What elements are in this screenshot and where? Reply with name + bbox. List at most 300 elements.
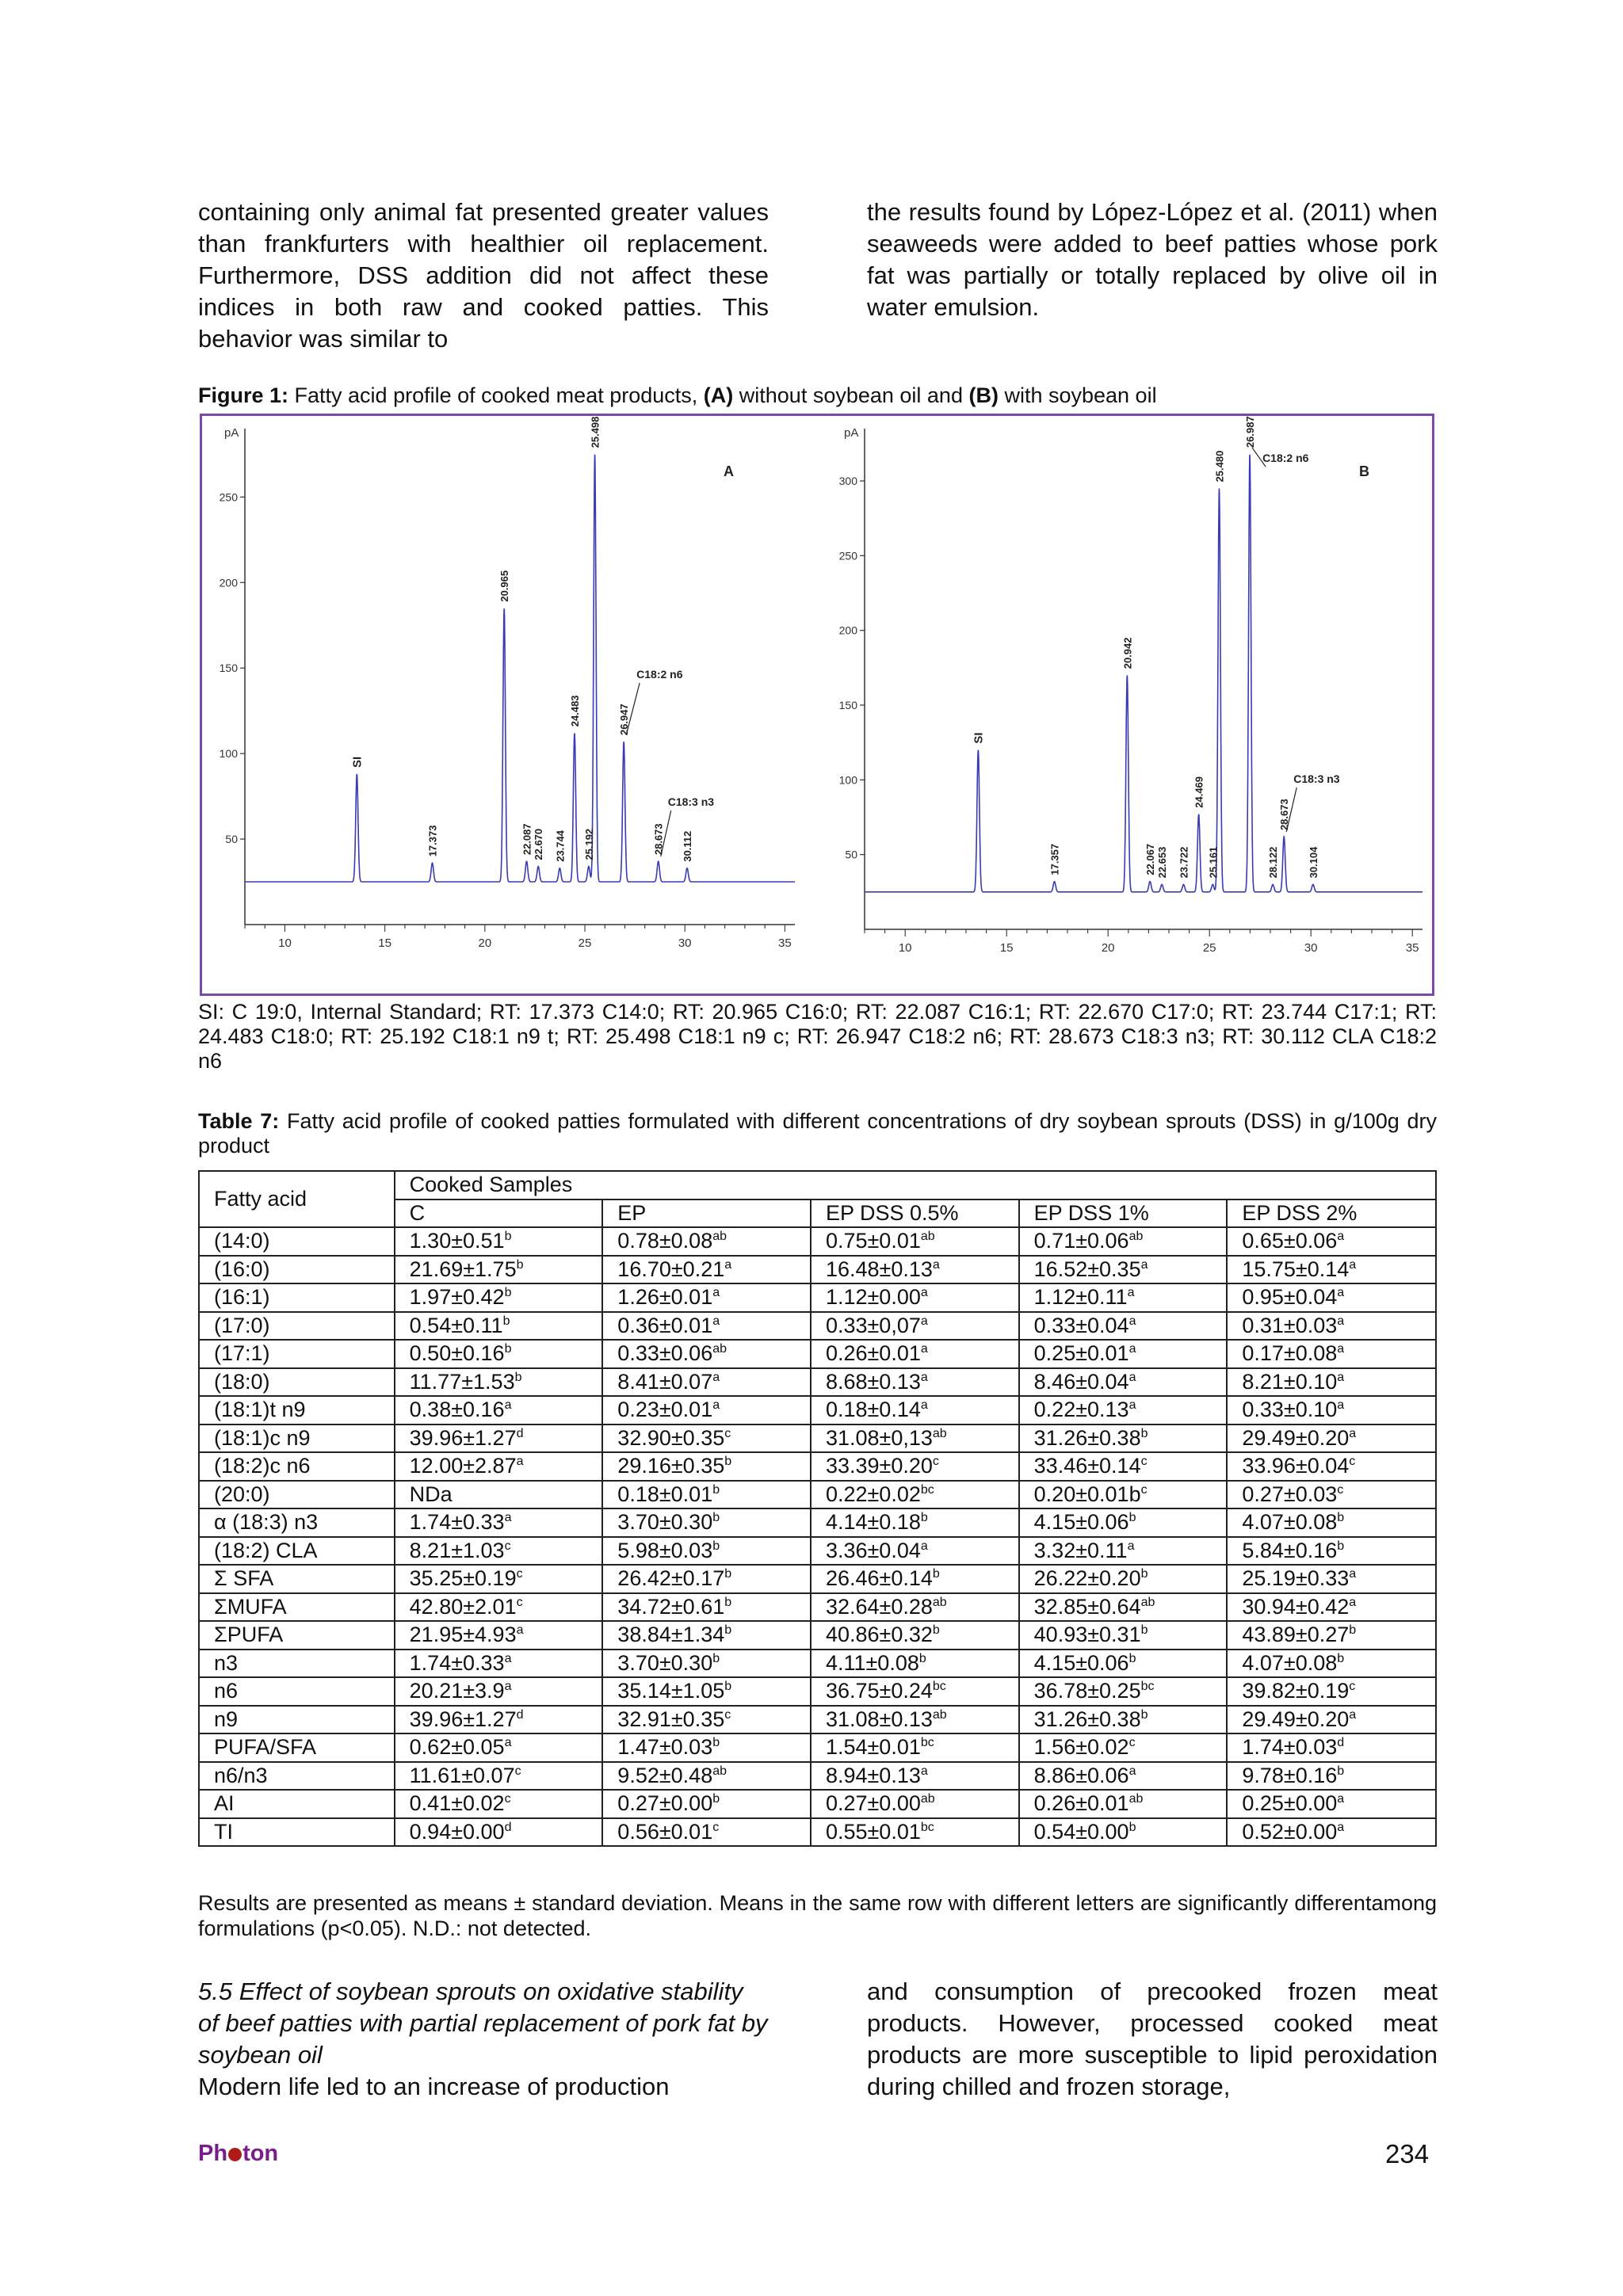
x-tick-label: 10 (898, 941, 912, 955)
table-row (199, 1368, 1436, 1397)
cell-value: 8.21±1.03 (409, 1538, 505, 1562)
column-header: EP DSS 1% (1019, 1199, 1228, 1228)
cell-value: 0.52±0.00 (1242, 1819, 1338, 1844)
cell-value: 26.22±0.20 (1033, 1566, 1141, 1591)
significance-letter: a (1127, 1539, 1135, 1553)
table-cell (395, 1340, 603, 1368)
cell-value: 8.21±0.10 (1242, 1369, 1338, 1394)
row-label: (18:2)c n6 (199, 1452, 395, 1481)
caption-text: Fatty acid profile of cooked meat products, (288, 383, 704, 407)
significance-letter: a (1337, 1286, 1345, 1300)
peak-label: 28.122 (1267, 846, 1280, 879)
table-cell (1019, 1593, 1228, 1622)
cell-value: 0.62±0.05 (409, 1735, 505, 1760)
table-cell (395, 1706, 603, 1734)
row-label: (14:0) (199, 1227, 395, 1256)
peak-label: 24.483 (568, 695, 581, 727)
x-tick-label: 25 (1202, 941, 1216, 955)
table-row (199, 1508, 1436, 1537)
significance-letter: b (712, 1539, 720, 1553)
body-text-left-bottom (198, 1976, 769, 2103)
table-row (199, 1283, 1436, 1312)
row-label: (18:0) (199, 1368, 395, 1397)
cell-value: 8.94±0.13 (825, 1763, 921, 1787)
paragraph: the results found by López-López et al. (2011) when seaweeds were added to beef patties whose pork fat was partially or totally replaced by olive oil in water emulsion. (867, 198, 1438, 321)
y-axis-label: pA (844, 426, 859, 440)
peak-label: 20.965 (498, 570, 511, 602)
significance-letter: ab (712, 1342, 727, 1356)
y-tick-label: 200 (838, 624, 857, 637)
row-label: (20:0) (199, 1481, 395, 1509)
significance-letter: b (504, 1230, 512, 1244)
cell-value: 0.75±0.01 (825, 1229, 921, 1253)
fatty-acid-table (198, 1170, 1437, 1847)
significance-letter: a (1140, 1257, 1148, 1272)
table-cell (602, 1818, 811, 1847)
table-cell (811, 1368, 1019, 1397)
cell-value: 29.49±0.20 (1242, 1425, 1350, 1450)
significance-letter: b (1337, 1539, 1345, 1553)
table-cell (1227, 1677, 1436, 1706)
cell-value: 30.94±0.42 (1242, 1594, 1350, 1619)
table-cell (1019, 1452, 1228, 1481)
table-cell (1019, 1621, 1228, 1650)
table-cell (811, 1621, 1019, 1650)
peak-annotation: C18:3 n3 (667, 795, 715, 809)
table-cell (811, 1312, 1019, 1341)
table-cell (602, 1621, 811, 1650)
significance-letter: bc (920, 1736, 934, 1750)
table-cell (1019, 1481, 1228, 1509)
table-cell (811, 1565, 1019, 1593)
paragraph: and consumption of precooked frozen meat products. However, processed cooked meat products are more susceptible to lipid peroxidation during chilled and frozen storage, (867, 1978, 1438, 2100)
table-cell (1227, 1537, 1436, 1566)
cell-value: 32.90±0.35 (617, 1425, 725, 1450)
peak-annotation: C18:2 n6 (1262, 452, 1309, 465)
cell-value: 4.07±0.08 (1242, 1650, 1338, 1675)
logo-text: ton (242, 2141, 279, 2166)
cell-value: 40.86±0.32 (825, 1623, 933, 1647)
table-cell (1019, 1790, 1228, 1818)
significance-letter: a (504, 1680, 512, 1694)
significance-letter: a (724, 1257, 732, 1272)
cell-value: 40.93±0.31 (1033, 1623, 1141, 1647)
table-cell (811, 1396, 1019, 1425)
column-header: EP DSS 0.5% (811, 1199, 1019, 1228)
table-row (199, 1565, 1436, 1593)
page-number: 234 (1385, 2139, 1430, 2168)
cell-value: 0.54±0.00 (1033, 1819, 1129, 1844)
cell-value: 0.18±0.01 (617, 1482, 713, 1506)
row-label: (16:1) (199, 1283, 395, 1312)
cell-value: 0.78±0.08 (617, 1229, 713, 1253)
table-cell (395, 1481, 603, 1509)
table-cell (602, 1368, 811, 1397)
cell-value: 4.11±0.08 (825, 1650, 919, 1675)
table-cell (602, 1340, 811, 1368)
table-cell (395, 1818, 603, 1847)
significance-letter: bc (932, 1680, 946, 1694)
significance-letter: a (1349, 1707, 1357, 1722)
cell-value: 0.54±0.11 (409, 1313, 503, 1337)
table-cell (1227, 1508, 1436, 1537)
table-row (199, 1621, 1436, 1650)
group-header: Cooked Samples (395, 1171, 1436, 1199)
cell-value: 16.70±0.21 (617, 1257, 725, 1281)
significance-letter: c (712, 1820, 720, 1834)
body-text-left-top (198, 196, 769, 355)
table-cell (811, 1733, 1019, 1762)
significance-letter: c (516, 1595, 523, 1609)
peak-label: 25.192 (582, 828, 595, 860)
table-cell (811, 1818, 1019, 1847)
cell-value: 0.20±0.01b (1033, 1482, 1141, 1506)
cell-value: 3.70±0.30 (617, 1650, 713, 1675)
cell-value: 21.69±1.75 (409, 1257, 517, 1281)
body-text-right-top (867, 196, 1438, 323)
cell-value: 0.33±0.04 (1033, 1313, 1129, 1337)
table-cell (811, 1227, 1019, 1256)
x-tick-label: 25 (578, 936, 592, 950)
panel-letter: A (724, 463, 734, 479)
cell-value: 0.94±0.00 (409, 1819, 505, 1844)
cell-value: 9.78±0.16 (1242, 1763, 1338, 1787)
figure-label: Figure 1: (198, 383, 289, 407)
table-cell (1227, 1593, 1436, 1622)
significance-letter: b (920, 1511, 928, 1525)
cell-value: 43.89±0.27 (1242, 1623, 1350, 1647)
cell-value: 31.08±0,13 (825, 1425, 933, 1450)
significance-letter: b (1128, 1651, 1136, 1665)
publisher-logo (198, 2141, 278, 2167)
significance-letter: a (1337, 1230, 1345, 1244)
table-cell (602, 1733, 811, 1762)
significance-letter: a (712, 1314, 720, 1328)
cell-value: 31.26±0.38 (1033, 1425, 1141, 1450)
cell-value: 0.25±0.01 (1033, 1341, 1129, 1366)
cell-value: 0.22±0.13 (1033, 1398, 1129, 1422)
table-cell (602, 1537, 811, 1566)
significance-letter: b (724, 1623, 732, 1638)
table-cell (811, 1677, 1019, 1706)
table-cell (1019, 1312, 1228, 1341)
cell-value: 34.72±0.61 (617, 1594, 725, 1619)
significance-letter: ab (1128, 1230, 1144, 1244)
table-cell (811, 1706, 1019, 1734)
significance-letter: a (1349, 1257, 1357, 1272)
peak-label: 26.987 (1244, 416, 1257, 448)
table-cell (1227, 1790, 1436, 1818)
cell-value: 0.31±0.03 (1242, 1313, 1338, 1337)
cell-value: 1.47±0.03 (617, 1735, 713, 1760)
cell-value: 1.54±0.01 (825, 1735, 921, 1760)
cell-value: 21.95±4.93 (409, 1623, 517, 1647)
row-label: ΣMUFA (199, 1593, 395, 1622)
table-cell (811, 1452, 1019, 1481)
significance-letter: c (1349, 1455, 1356, 1469)
table-cell (602, 1425, 811, 1453)
row-label: ΣPUFA (199, 1621, 395, 1650)
table-cell (1227, 1762, 1436, 1791)
significance-letter: c (932, 1455, 939, 1469)
peak-label: 22.087 (521, 823, 533, 856)
significance-letter: b (502, 1314, 510, 1328)
cell-value: 26.46±0.14 (825, 1566, 933, 1591)
peak-annotation: C18:3 n3 (1293, 772, 1340, 786)
table-cell (1227, 1340, 1436, 1368)
cell-value: 0.95±0.04 (1242, 1285, 1338, 1310)
cell-value: 1.30±0.51 (409, 1229, 505, 1253)
table-cell (1227, 1312, 1436, 1341)
table-cell (1019, 1368, 1228, 1397)
cell-value: 0.26±0.01 (1033, 1791, 1129, 1816)
significance-letter: c (514, 1764, 521, 1778)
cell-value: 12.00±2.87 (409, 1454, 517, 1478)
x-tick-label: 20 (1101, 941, 1115, 955)
cell-value: 0.36±0.01 (617, 1313, 713, 1337)
significance-letter: b (724, 1595, 732, 1609)
table-cell (602, 1452, 811, 1481)
significance-letter: a (1337, 1370, 1345, 1384)
table-cell (1019, 1733, 1228, 1762)
peak-annotation: C18:2 n6 (636, 668, 683, 681)
cell-value: 32.64±0.28 (825, 1594, 933, 1619)
figure-frame (200, 414, 1434, 996)
cell-value: 0.23±0.01 (617, 1398, 713, 1422)
significance-letter: c (1349, 1680, 1356, 1694)
table-cell (811, 1650, 1019, 1678)
table-cell (395, 1256, 603, 1284)
significance-letter: b (932, 1567, 940, 1581)
significance-letter: a (1128, 1398, 1136, 1413)
y-axis-label: pA (224, 426, 239, 440)
table-cell (1227, 1706, 1436, 1734)
cell-value: 0.27±0.03 (1242, 1482, 1338, 1506)
cell-value: 32.85±0.64 (1033, 1594, 1141, 1619)
significance-letter: b (1140, 1623, 1148, 1638)
cell-value: 8.46±0.04 (1033, 1369, 1129, 1394)
table-cell (1019, 1706, 1228, 1734)
logo-text: Ph (198, 2141, 228, 2166)
table-cell (1019, 1818, 1228, 1847)
table-row (199, 1677, 1436, 1706)
cell-value: 42.80±2.01 (409, 1594, 517, 1619)
significance-letter: b (1140, 1426, 1148, 1440)
cell-value: 4.07±0.08 (1242, 1510, 1338, 1535)
y-tick-label: 50 (225, 833, 238, 846)
table-cell (395, 1677, 603, 1706)
y-tick-label: 250 (838, 549, 857, 563)
row-label: n6 (199, 1677, 395, 1706)
table-cell (811, 1593, 1019, 1622)
significance-letter: c (504, 1539, 511, 1553)
significance-letter: a (920, 1342, 928, 1356)
column-header: EP (602, 1199, 811, 1228)
table-row (199, 1396, 1436, 1425)
y-tick-label: 150 (219, 662, 238, 675)
table-cell (395, 1283, 603, 1312)
significance-letter: ab (932, 1595, 947, 1609)
table-cell (602, 1283, 811, 1312)
significance-letter: c (1337, 1482, 1344, 1497)
cell-value: 0.41±0.02 (409, 1791, 505, 1816)
table-cell (395, 1593, 603, 1622)
cell-value: 0.27±0.00 (617, 1791, 713, 1816)
significance-letter: b (514, 1370, 522, 1384)
significance-letter: b (504, 1342, 512, 1356)
significance-letter: d (516, 1707, 524, 1722)
table-row (199, 1790, 1436, 1818)
peak-label: 22.067 (1144, 843, 1157, 875)
significance-letter: b (1337, 1764, 1345, 1778)
cell-value: 11.77±1.53 (409, 1369, 515, 1394)
significance-letter: b (516, 1257, 524, 1272)
significance-letter: a (504, 1651, 512, 1665)
cell-value: 31.26±0.38 (1033, 1707, 1141, 1731)
cell-value: 4.15±0.06 (1033, 1510, 1129, 1535)
peak-label: 26.947 (618, 704, 631, 736)
table-cell (395, 1733, 603, 1762)
table-header-row (199, 1171, 1436, 1199)
significance-letter: b (712, 1482, 720, 1497)
cell-value: 0.17±0.08 (1242, 1341, 1338, 1366)
cell-value: 0.56±0.01 (617, 1819, 713, 1844)
row-label: AI (199, 1790, 395, 1818)
table-cell (395, 1312, 603, 1341)
significance-letter: ab (920, 1230, 935, 1244)
cell-value: 0.33±0.06 (617, 1341, 713, 1366)
table-cell (1227, 1425, 1436, 1453)
significance-letter: b (504, 1286, 512, 1300)
table-cell (811, 1762, 1019, 1791)
cell-value: 1.12±0.00 (825, 1285, 921, 1310)
cell-value: 1.97±0.42 (409, 1285, 505, 1310)
significance-letter: a (920, 1286, 928, 1300)
significance-letter: c (516, 1567, 523, 1581)
table-cell (1227, 1650, 1436, 1678)
table-cell (1019, 1227, 1228, 1256)
significance-letter: b (1337, 1511, 1345, 1525)
column-header: EP DSS 2% (1227, 1199, 1436, 1228)
cell-value: 0.25±0.00 (1242, 1791, 1338, 1816)
cell-value: 36.75±0.24 (825, 1679, 933, 1703)
cell-value: 26.42±0.17 (617, 1566, 725, 1591)
significance-letter: a (1127, 1286, 1135, 1300)
cell-value: 35.14±1.05 (617, 1679, 725, 1703)
table-cell (602, 1650, 811, 1678)
table-cell (602, 1227, 811, 1256)
row-label: α (18:3) n3 (199, 1508, 395, 1537)
row-label: (18:1)t n9 (199, 1396, 395, 1425)
y-tick-label: 150 (838, 699, 857, 712)
significance-letter: a (1337, 1398, 1345, 1413)
cell-value: NDa (409, 1482, 453, 1506)
significance-letter: ab (932, 1707, 947, 1722)
table-cell (1019, 1565, 1228, 1593)
table-cell (602, 1396, 811, 1425)
significance-letter: bc (920, 1482, 934, 1497)
significance-letter: a (932, 1257, 940, 1272)
significance-letter: b (712, 1651, 720, 1665)
cell-value: 16.48±0.13 (825, 1257, 933, 1281)
significance-letter: b (932, 1623, 940, 1638)
row-label: n6/n3 (199, 1762, 395, 1791)
cell-value: 8.68±0.13 (825, 1369, 921, 1394)
significance-letter: a (1128, 1764, 1136, 1778)
chromatogram-a (202, 416, 820, 994)
cell-value: 0.38±0.16 (409, 1398, 505, 1422)
significance-letter: a (1349, 1595, 1357, 1609)
table-row (199, 1762, 1436, 1791)
y-tick-label: 50 (845, 848, 857, 861)
significance-letter: d (504, 1820, 512, 1834)
table-cell (395, 1508, 603, 1537)
section-heading: 5.5 Effect of soybean sprouts on oxidative stability of beef patties with partial replacement of pork fat by soybean oil (198, 1978, 768, 2069)
table-cell (602, 1593, 811, 1622)
peak-label: 23.722 (1178, 846, 1190, 879)
table-cell (1227, 1256, 1436, 1284)
significance-letter: b (1128, 1820, 1136, 1834)
table-cell (811, 1340, 1019, 1368)
peak-label: 22.670 (533, 828, 545, 860)
table-cell (1227, 1733, 1436, 1762)
cell-value: 1.74±0.33 (409, 1510, 505, 1535)
significance-letter: b (724, 1567, 732, 1581)
significance-letter: a (504, 1736, 512, 1750)
table-cell (1019, 1537, 1228, 1566)
cell-value: 11.61±0.07 (409, 1763, 515, 1787)
caption-text: Fatty acid profile of cooked patties formulated with different concentrations of dry soybean sprouts (DSS) in g/100g dry product (198, 1109, 1437, 1158)
cell-value: 1.12±0.11 (1033, 1285, 1128, 1310)
cell-value: 0.22±0.02 (825, 1482, 921, 1506)
table-cell (1227, 1621, 1436, 1650)
peak-label: 17.373 (426, 825, 439, 857)
significance-letter: b (918, 1651, 926, 1665)
significance-letter: bc (920, 1820, 934, 1834)
table-cell (1019, 1650, 1228, 1678)
table-cell (1227, 1565, 1436, 1593)
cell-value: 1.74±0.03 (1242, 1735, 1338, 1760)
cell-value: 0.65±0.06 (1242, 1229, 1338, 1253)
significance-letter: a (920, 1764, 928, 1778)
table-row (199, 1818, 1436, 1847)
table-cell (1019, 1508, 1228, 1537)
table-cell (602, 1677, 811, 1706)
significance-letter: ab (712, 1764, 727, 1778)
cell-value: 25.19±0.33 (1242, 1566, 1350, 1591)
x-tick-label: 30 (678, 936, 692, 950)
table-cell (1227, 1283, 1436, 1312)
significance-letter: a (516, 1455, 524, 1469)
significance-letter: a (504, 1511, 512, 1525)
table-row (199, 1312, 1436, 1341)
significance-letter: b (724, 1455, 732, 1469)
cell-value: 1.26±0.01 (617, 1285, 713, 1310)
significance-letter: a (516, 1623, 524, 1638)
table-cell (1019, 1283, 1228, 1312)
significance-letter: a (920, 1539, 928, 1553)
significance-letter: ab (712, 1230, 727, 1244)
significance-letter: a (1337, 1342, 1345, 1356)
table-cell (395, 1650, 603, 1678)
table-cell (395, 1396, 603, 1425)
table-cell (602, 1508, 811, 1537)
significance-letter: c (1140, 1455, 1148, 1469)
table-row (199, 1340, 1436, 1368)
panel-letter: B (1359, 463, 1369, 479)
cell-value: 39.96±1.27 (409, 1707, 517, 1731)
significance-letter: a (1337, 1820, 1345, 1834)
